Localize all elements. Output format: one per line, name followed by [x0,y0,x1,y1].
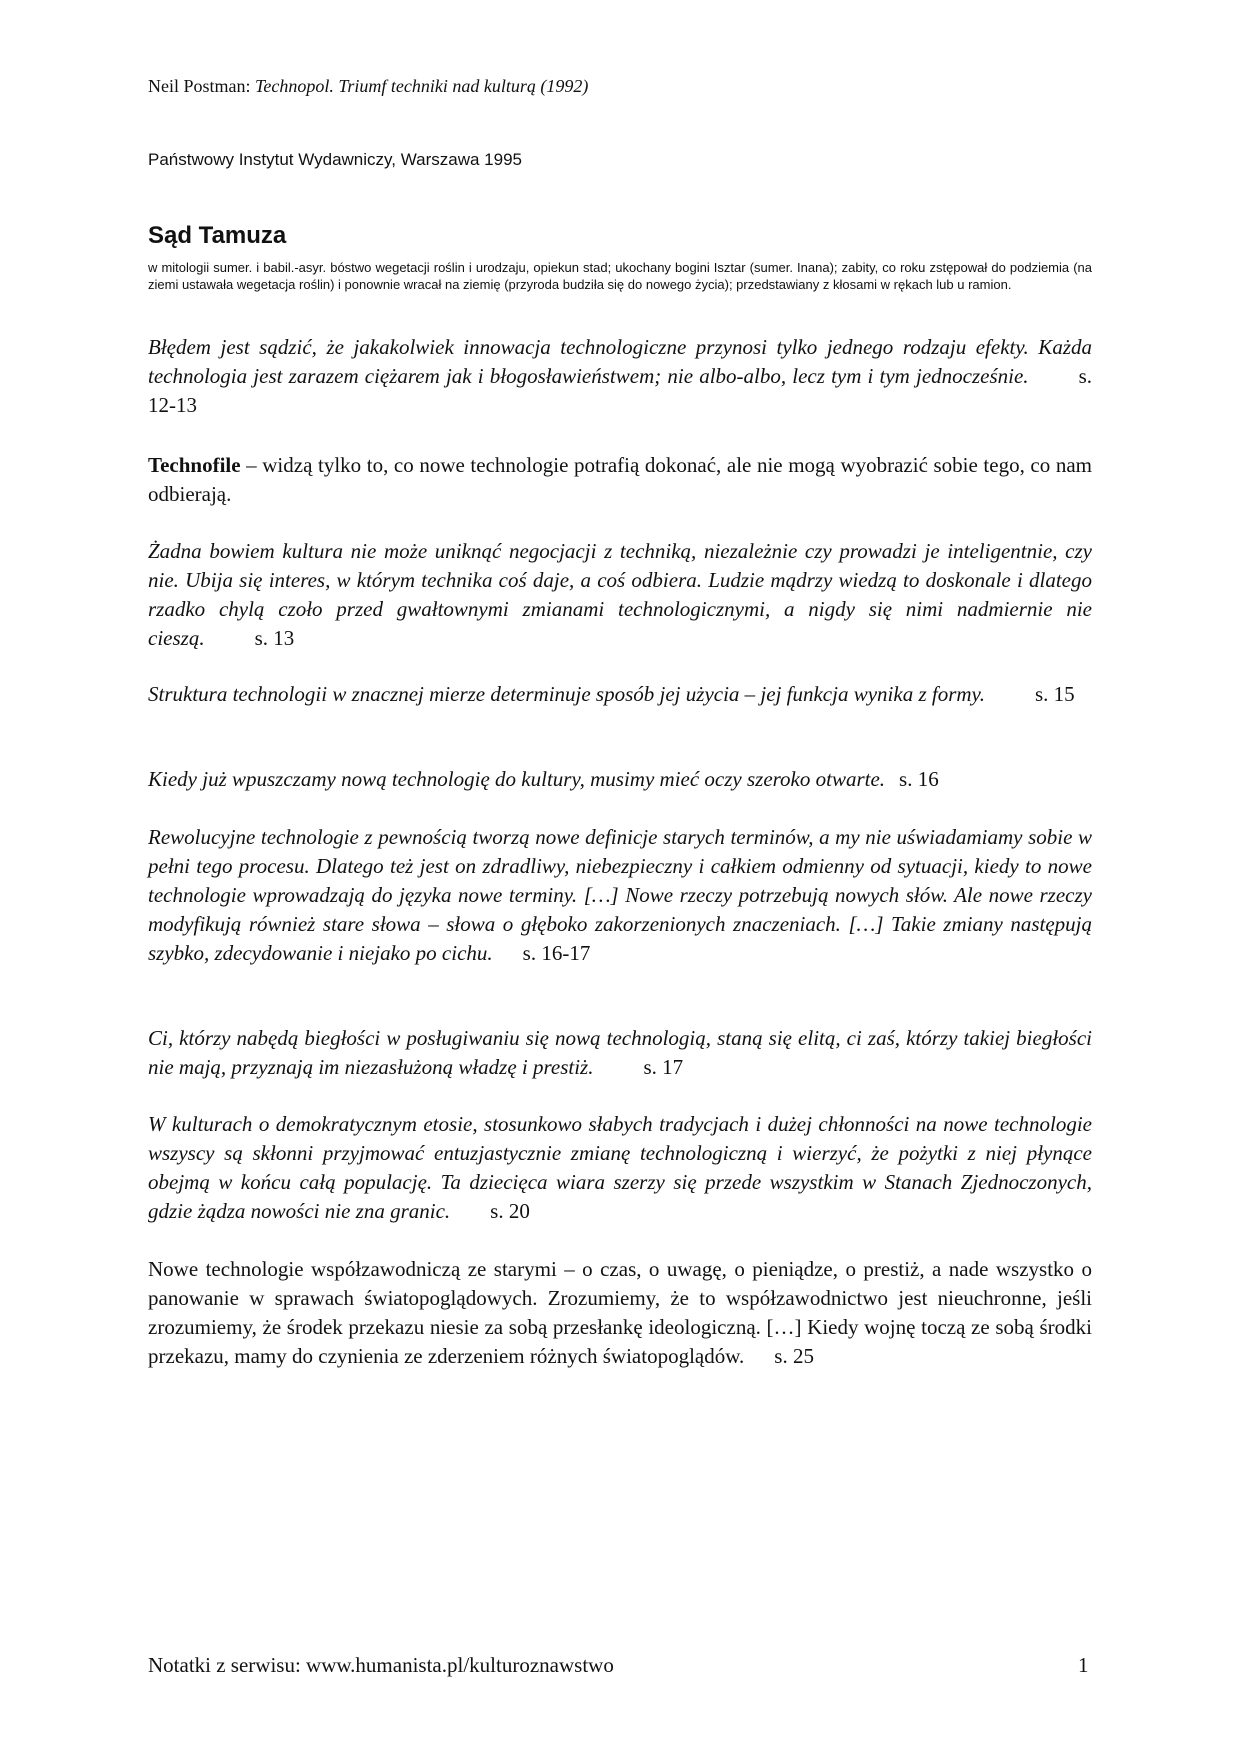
page-citation: s. 16-17 [522,941,591,965]
page-number: 1 [1078,1653,1089,1677]
defined-term: Technofile [148,453,241,477]
quote-text: Żadna bowiem kultura nie może uniknąć negocjacji z techniką, niezależnie czy prowadzi je inteligentnie, czy nie. Ubija się interes, w którym technika coś daje, a coś odbiera. Ludzie mądrzy wiedzą to doskonale i dlatego rzadko chylą czoło przed gwałtownymi zmianami technologicznymi, a nigdy się nimi nadmiernie nie cieszą. [148,539,1092,650]
quote-text: Błędem jest sądzić, że jakakolwiek innowacja technologiczne przynosi tylko jednego rodzaju efekty. Każda technologia jest zarazem ciężarem jak i błogosławieństwem; nie albo-albo, lecz tym i tym jednocześnie. [148,335,1092,388]
quote-paragraph [148,537,1092,653]
section-title: Sąd Tamuza [148,222,287,249]
quote-text: Ci, którzy nabędą biegłości w posługiwaniu się nową technologią, staną się elitą, ci zaś, którzy takiej biegłości nie mają, przyznają im niezasłużoną władzę i prestiż. [148,1026,1092,1079]
quote-paragraph [148,765,1092,794]
quote-text: Rewolucyjne technologie z pewnością tworzą nowe definicje starych terminów, a my nie uświadamiamy sobie w pełni tego procesu. Dlatego też jest on zdradliwy, niebezpieczny i całkiem odmienny od sytuacji, kiedy to nowe technologie wprowadzają do języka nowe terminy. […] Nowe rzeczy potrzebują nowych słów. Ale nowe rzeczy modyfikują również stare słowa – słowa o głęboko zakorzenionych znaczeniach. […] Takie zmiany następują szybko, zdecydowanie i niejako po cichu. [148,825,1092,965]
quote-paragraph [148,333,1092,420]
quote-paragraph [148,1024,1092,1082]
publisher-line: Państwowy Instytut Wydawniczy, Warszawa 1995 [148,150,522,169]
page-citation: s. 17 [643,1055,684,1079]
quote-paragraph [148,823,1092,968]
book-reference-header [148,76,588,97]
definition-paragraph [148,451,1092,509]
quote-text: W kulturach o demokratycznym etosie, stosunkowo słabych tradycjach i dużej chłonności na nowe technologie wszyscy są skłonni przyjmować entuzjastycznie zmianę technologiczną i wierzyć, że pożytki z niej płynące obejmą w końcu całą populację. Ta dziecięca wiara szerzy się przede wszystkim w Stanach Zjednoczonych, gdzie żądza nowości nie zna granic. [148,1112,1092,1223]
page-citation: s. 25 [774,1344,814,1368]
book-title: Technopol. Triumf techniki nad kulturą (1992) [255,76,589,96]
page-citation: s. 16 [899,767,939,791]
page-citation: s. 12-13 [148,364,1092,417]
author-name: Neil Postman: [148,76,255,96]
page-citation: s. 20 [490,1199,530,1223]
definition-gloss: w mitologii sumer. i babil.-asyr. bóstwo wegetacji roślin i urodzaju, opiekun stad; ukochany bogini Isztar (sumer. Inana); zabity, co roku zstępował do podziemia (na ziemi ustawała wegetacja roślin) i ponownie wracał na ziemię (przyroda budziła się do nowego życia); przedstawiany z kłosami w rękach lub u ramion. [148,260,1092,292]
page-citation: s. 13 [254,626,295,650]
definition-text: – widzą tylko to, co nowe technologie potrafią dokonać, ale nie mogą wyobrazić sobie tego, co nam odbierają. [148,453,1092,506]
page-citation: s. 15 [1034,682,1075,706]
footer-note: Notatki z serwisu: www.humanista.pl/kulturoznawstwo [148,1653,614,1677]
quote-paragraph [148,680,1092,709]
quote-paragraph [148,1110,1092,1226]
quote-text: Struktura technologii w znacznej mierze determinuje sposób jej użycia – jej funkcja wynika z formy. [148,682,985,706]
body-paragraph [148,1255,1092,1371]
paragraph-text: Nowe technologie współzawodniczą ze starymi – o czas, o uwagę, o pieniądze, o prestiż, a nade wszystko o panowanie w sprawach światopoglądowych. Zrozumiemy, że to współzawodnictwo jest nieuchronne, jeśli zrozumiemy, że środek przekazu niesie za sobą przesłankę ideologiczną. […] Kiedy wojnę toczą ze sobą środki przekazu, mamy do czynienia ze zderzeniem różnych światopoglądów. [148,1257,1092,1368]
quote-text: Kiedy już wpuszczamy nową technologię do kultury, musimy mieć oczy szeroko otwarte. [148,767,886,791]
